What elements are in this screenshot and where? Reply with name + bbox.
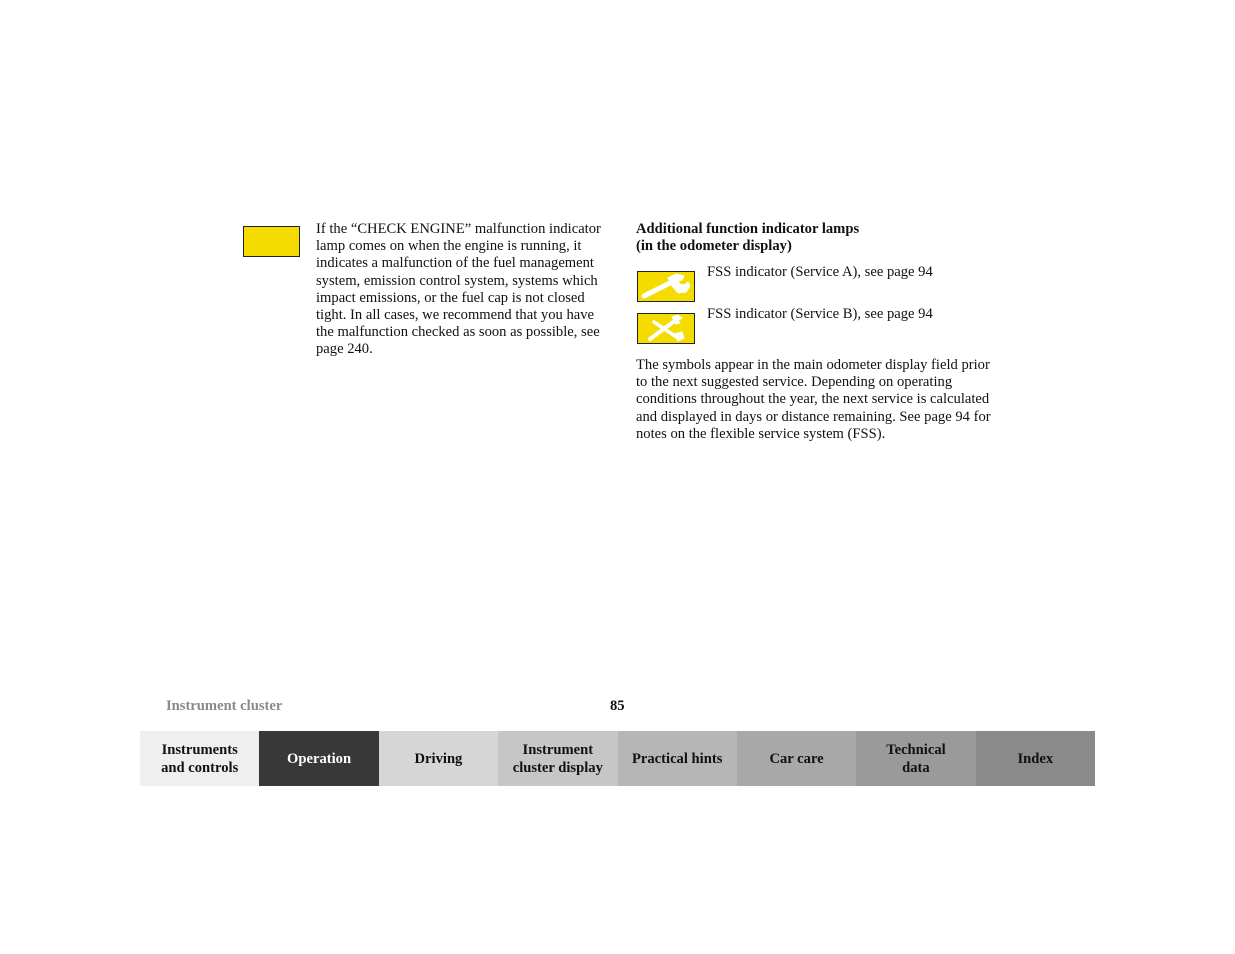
section-nav-bar — [140, 731, 1095, 786]
page-number: 85 — [610, 698, 625, 714]
heading-line-2: (in the odometer display) — [636, 238, 792, 255]
wrench-icon — [637, 271, 695, 302]
tab-technical-data[interactable] — [856, 731, 975, 786]
tab-label-line-1: Instrument — [522, 741, 594, 758]
tab-label-line-1: Practical hints — [631, 750, 723, 767]
check-engine-lamp-icon — [243, 226, 300, 257]
tab-label-line-2: cluster display — [512, 759, 603, 776]
tab-driving[interactable] — [379, 731, 498, 786]
section-heading — [636, 221, 996, 255]
tab-instrument-cluster-display[interactable] — [498, 731, 617, 786]
footer-section-title: Instrument cluster — [166, 698, 283, 714]
heading-line-1: Additional function indicator lamps — [636, 221, 860, 237]
tab-label-line-1: Driving — [414, 750, 463, 767]
tab-practical-hints[interactable] — [618, 731, 737, 786]
additional-indicators-section — [636, 221, 996, 442]
fss-service-b-label: FSS indicator (Service B), see page 94 — [707, 306, 933, 322]
tab-label-line-1: Car care — [769, 750, 824, 767]
tab-label-line-1: Index — [1017, 750, 1054, 767]
tab-instruments-and-controls[interactable] — [140, 731, 259, 786]
double-wrench-icon — [637, 313, 695, 344]
check-engine-paragraph: If the “CHECK ENGINE” malfunction indicator lamp comes on when the engine is running, it indicates a malfunction of the fuel management system, emission control system, systems which impact emissions, or the fuel cap is not closed tight. In all cases, we recommend that you have the malfunction checked as soon as possible, see page 240. — [316, 221, 601, 358]
tab-label-line-1: Operation — [287, 750, 352, 767]
tab-label-line-1: Instruments — [161, 741, 238, 758]
fss-service-a-label: FSS indicator (Service A), see page 94 — [707, 264, 933, 280]
tab-label-line-2: and controls — [161, 759, 239, 776]
fss-description-paragraph: The symbols appear in the main odometer display field prior to the next suggested service. Depending on operating conditions throughout the year, the next service is calculated and displayed in days or distance remaining. See page 94 for notes on the flexible service system (FSS). — [636, 357, 991, 442]
tab-operation[interactable] — [259, 731, 378, 786]
tab-index[interactable] — [976, 731, 1095, 786]
tab-car-care[interactable] — [737, 731, 856, 786]
tab-label-line-2: data — [902, 759, 930, 776]
tab-label-line-1: Technical — [886, 741, 946, 758]
